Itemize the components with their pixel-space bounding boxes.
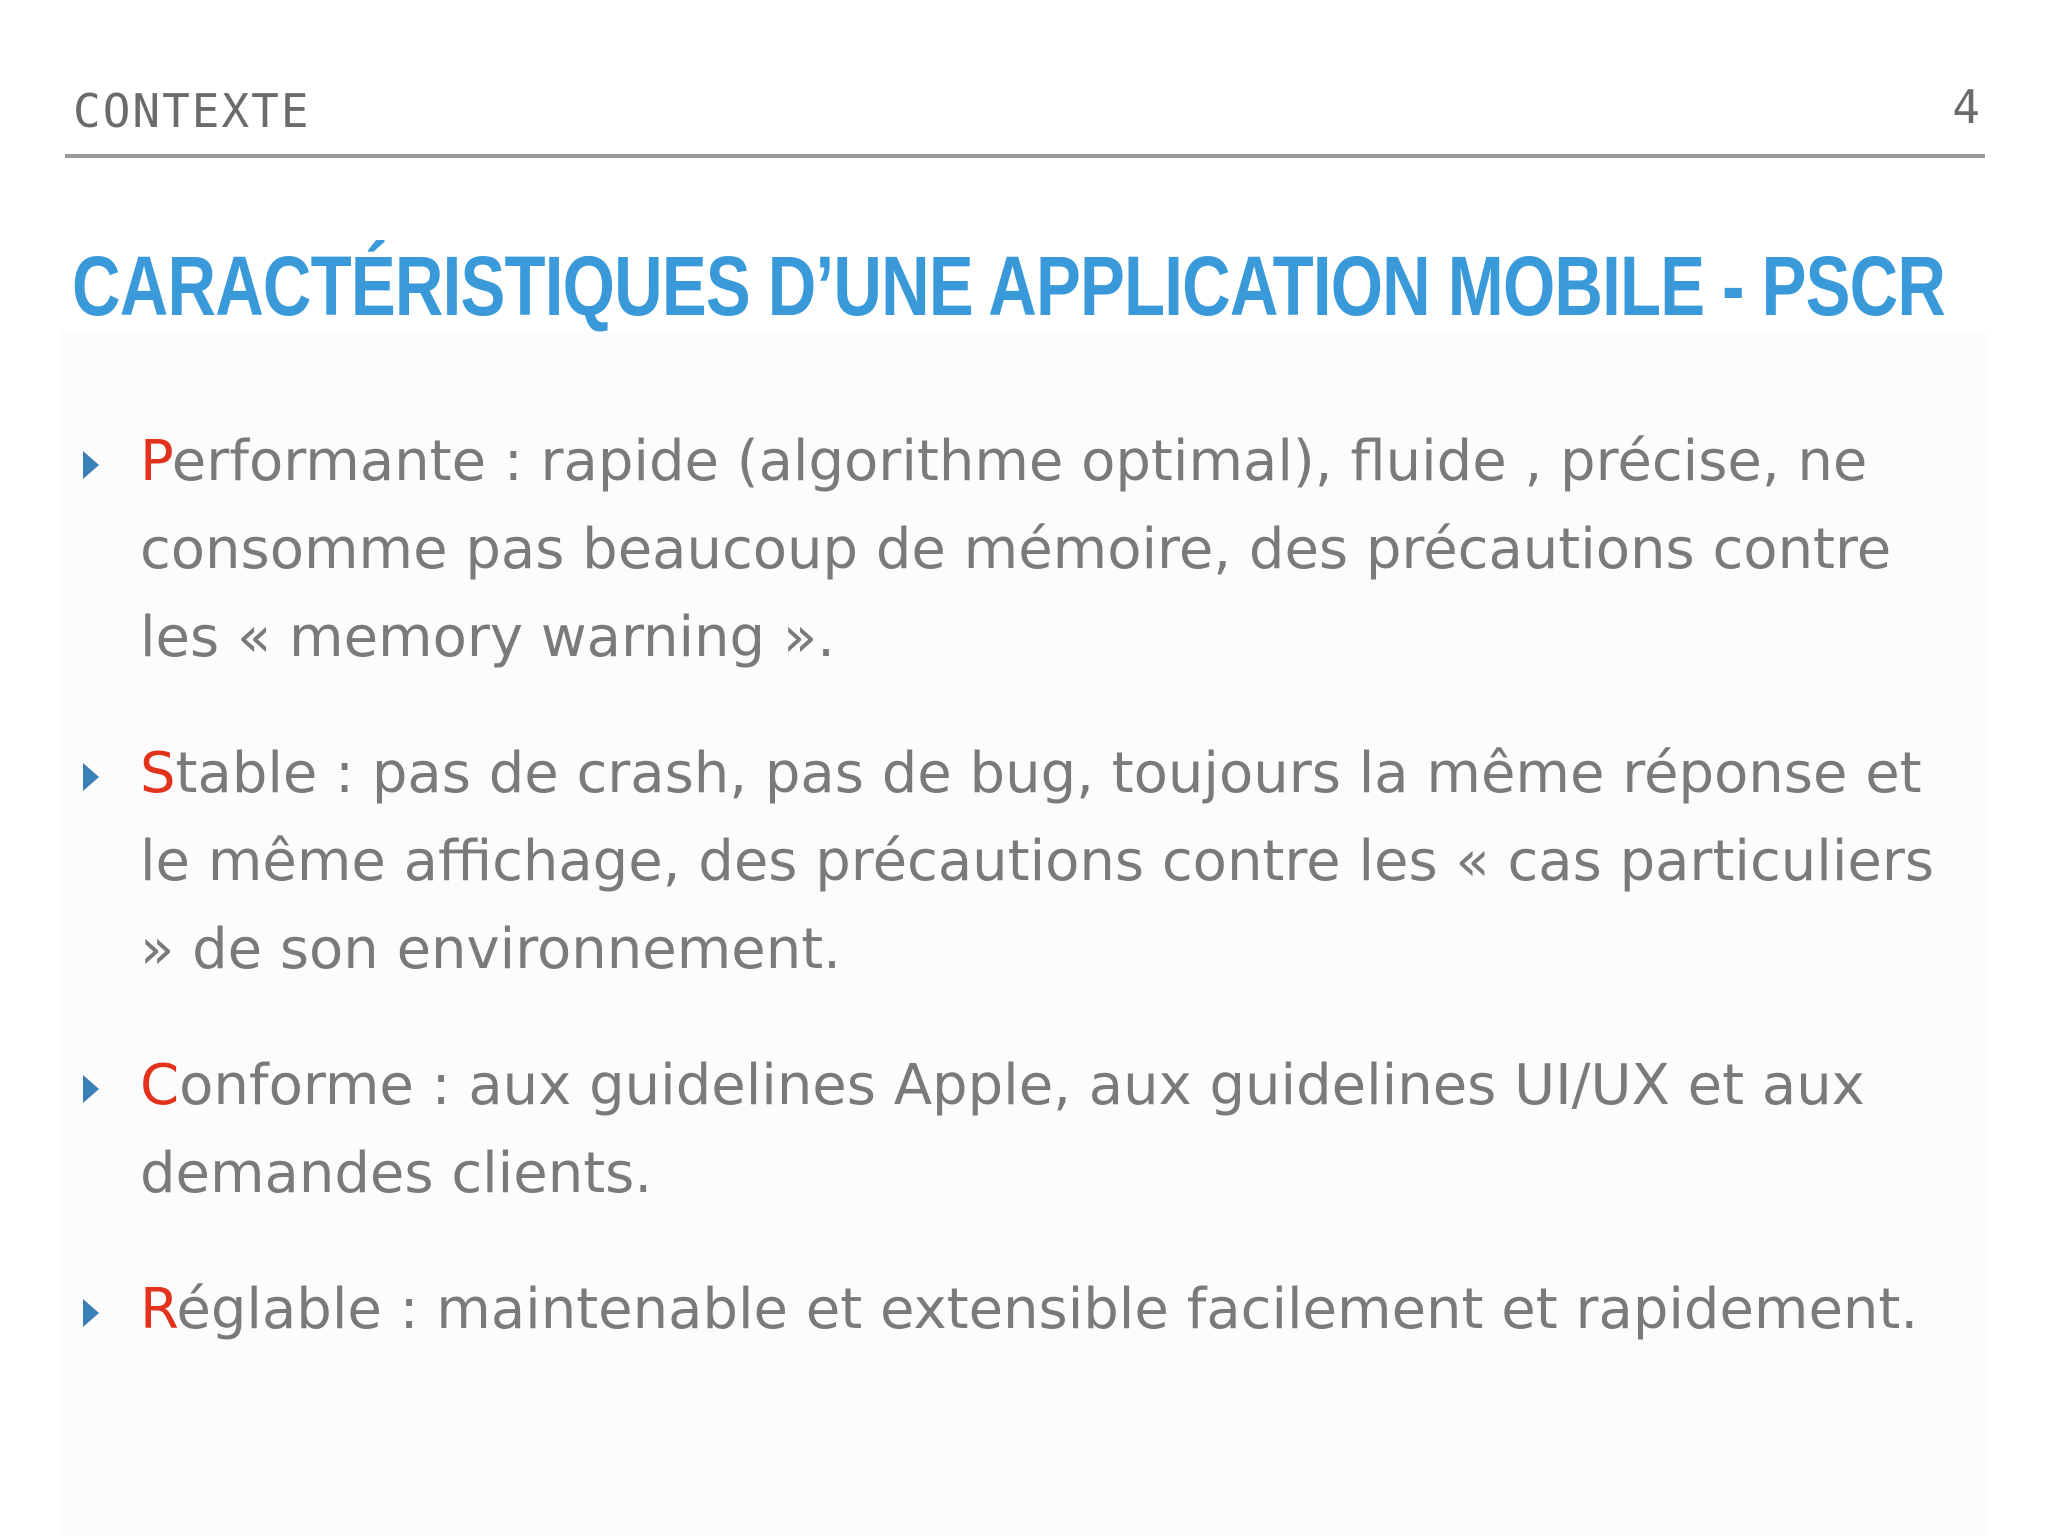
bullet-initial: C [140, 1053, 180, 1118]
bullet-text: églable : maintenable et extensible facilement et rapidement. [176, 1277, 1919, 1342]
header-divider [65, 154, 1985, 158]
bullet-initial: P [140, 429, 172, 494]
bullet-item-conforme [75, 1042, 1975, 1218]
page-number: 4 [1952, 80, 1980, 134]
bullet-initial: R [140, 1277, 177, 1342]
bullet-item-stable [75, 730, 1975, 994]
bullet-text: table : pas de crash, pas de bug, toujours la même réponse et le même affichage, des précautions contre les « cas particuliers » de son environnement. [140, 741, 1935, 982]
bullet-text: erformante : rapide (algorithme optimal), fluide , précise, ne consomme pas beaucoup de mémoire, des précautions contre les « memory warning ». [140, 429, 1892, 670]
slide-header [65, 78, 1985, 158]
triangle-right-icon [83, 1299, 99, 1327]
slide-title: CARACTÉRISTIQUES D’UNE APPLICATION MOBILE - PSCR [72, 239, 1946, 333]
bullet-initial: S [140, 741, 176, 806]
triangle-right-icon [83, 451, 99, 479]
section-label: CONTEXTE [73, 84, 311, 138]
bullet-item-performante [75, 418, 1975, 682]
triangle-right-icon [83, 763, 99, 791]
bullet-text: onforme : aux guidelines Apple, aux guidelines UI/UX et aux demandes clients. [140, 1053, 1865, 1206]
triangle-right-icon [83, 1075, 99, 1103]
bullet-item-reglable [75, 1266, 1975, 1354]
bullet-list [75, 418, 1975, 1402]
